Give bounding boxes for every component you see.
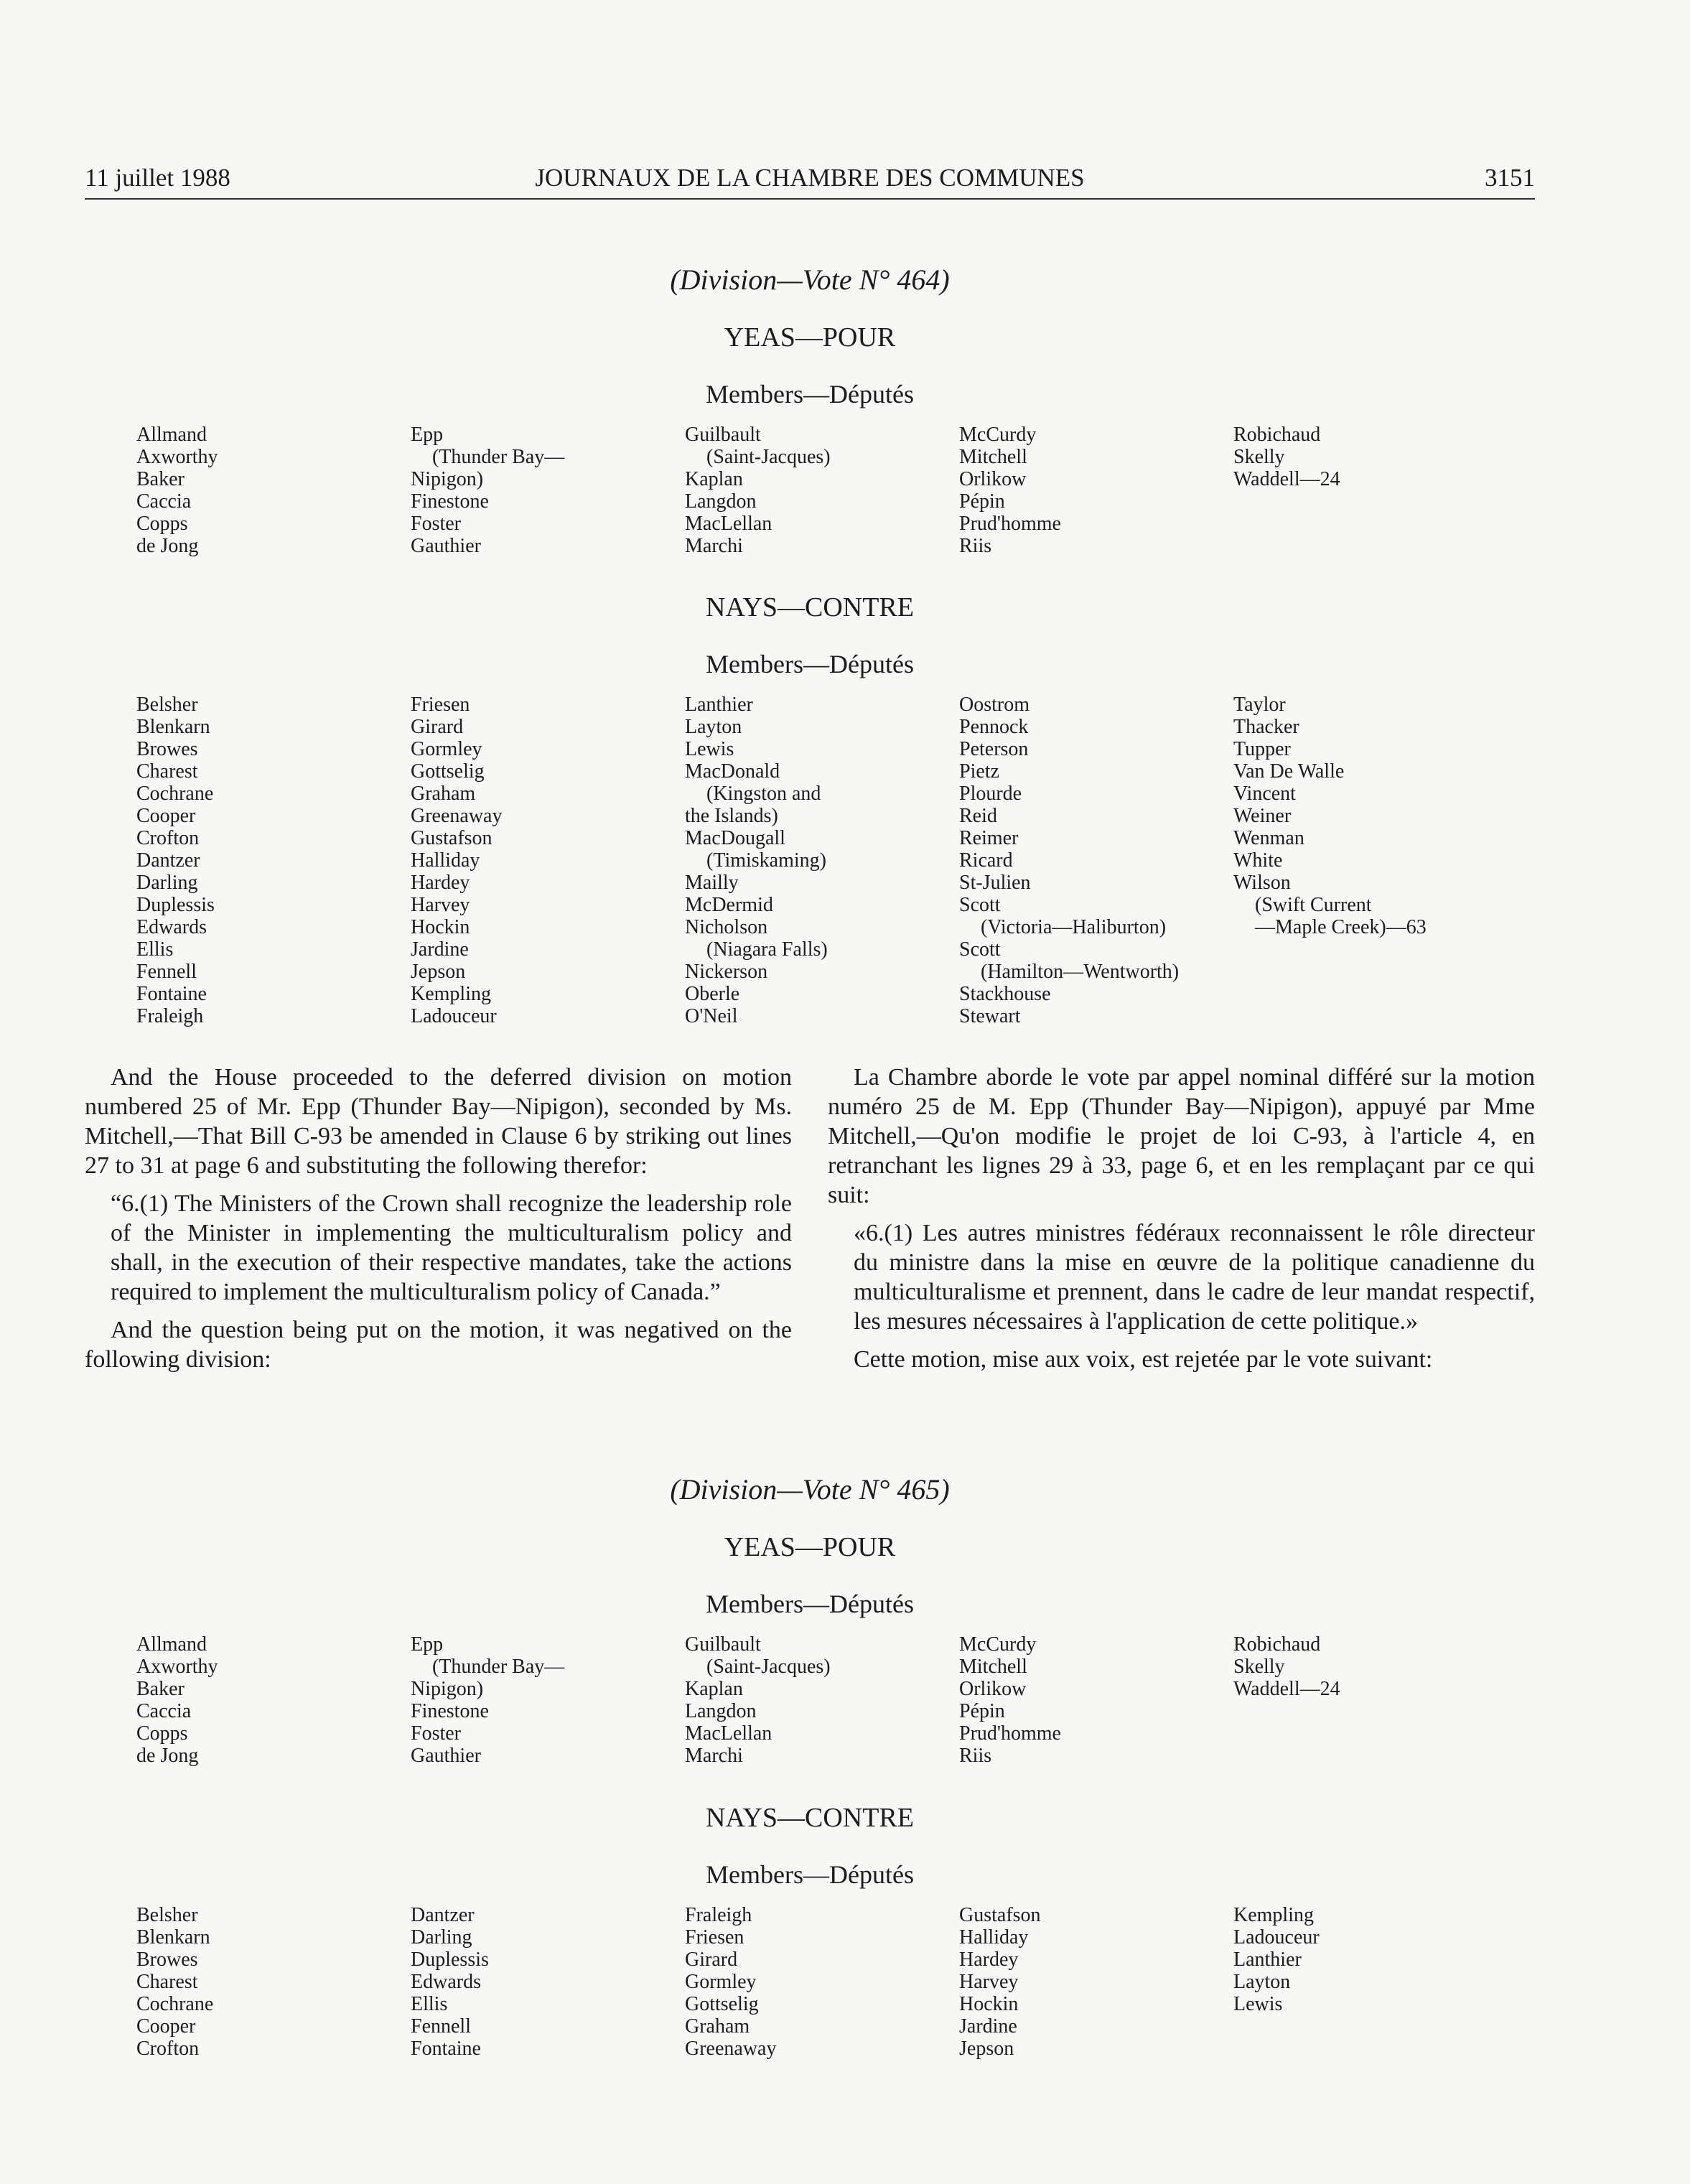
member-name: Greenaway	[411, 805, 503, 827]
member-name: Scott	[959, 894, 1001, 916]
member-column	[1233, 1633, 1499, 1700]
member-column	[411, 1633, 676, 1767]
member-name: Browes	[136, 738, 198, 760]
member-name: Ladouceur	[1233, 1926, 1320, 1949]
member-name: Marchi	[685, 1745, 743, 1767]
member-name: Marchi	[685, 535, 743, 557]
member-name: (Hamilton—Wentworth)	[981, 961, 1180, 983]
member-name: Jardine	[959, 2015, 1017, 2038]
member-name: Reid	[959, 805, 997, 827]
member-name: Greenaway	[685, 2038, 777, 2060]
english-column	[85, 1063, 792, 1383]
member-name: Gustafson	[959, 1904, 1041, 1926]
member-name: Fraleigh	[136, 1005, 204, 1027]
division-464-nays-title: NAYS—CONTRE	[706, 592, 914, 622]
division-464-nays-members-title: Members—Députés	[706, 650, 914, 678]
member-name: Oostrom	[959, 694, 1030, 716]
member-name: Browes	[136, 1949, 198, 1971]
member-name: Nickerson	[685, 961, 768, 983]
member-name: Halliday	[959, 1926, 1029, 1949]
member-name: Ricard	[959, 849, 1013, 872]
member-name: Foster	[411, 513, 461, 535]
member-name: Orlikow	[959, 468, 1027, 490]
member-name: McCurdy	[959, 424, 1037, 446]
member-name: Gauthier	[411, 1745, 481, 1767]
division-465-yeas-list	[136, 1633, 1515, 1770]
member-name: Charest	[136, 760, 198, 783]
member-name: (Saint-Jacques)	[706, 1656, 831, 1678]
member-name: Charest	[136, 1971, 198, 1993]
member-name: (Kingston and	[706, 783, 821, 805]
member-name: Harvey	[959, 1971, 1019, 1993]
member-name: Nicholson	[685, 916, 768, 938]
member-name: Belsher	[136, 694, 198, 716]
member-name: Mitchell	[959, 446, 1027, 468]
member-name: Mailly	[685, 872, 739, 894]
division-465-nays-title: NAYS—CONTRE	[706, 1803, 914, 1833]
member-column	[685, 1633, 951, 1767]
member-name: Robichaud	[1233, 424, 1321, 446]
member-name: Layton	[1233, 1971, 1291, 1993]
member-name: Nipigon)	[411, 1678, 484, 1700]
member-name: Pietz	[959, 760, 999, 783]
member-name: Finestone	[411, 490, 489, 513]
member-column	[685, 424, 951, 557]
member-name: Graham	[685, 2015, 750, 2038]
french-quote: «6.(1) Les autres ministres fédéraux reconnaissent le rôle directeur du ministre dans la mise en œuvre de la politique canadienne du multiculturalisme et prennent, dans le cadre de leur mandat respectif, les mesures nécessaires à l'application de cette politique.»	[854, 1220, 1535, 1335]
member-name: Edwards	[136, 916, 207, 938]
member-name: Prud'homme	[959, 513, 1061, 535]
member-name: Nipigon)	[411, 468, 484, 490]
member-name: Kempling	[411, 983, 491, 1005]
member-column	[136, 424, 402, 557]
division-464-yeas-title: YEAS—POUR	[724, 322, 896, 353]
member-name: Pépin	[959, 1700, 1005, 1722]
page-header	[85, 162, 1535, 200]
member-name: Fontaine	[411, 2038, 481, 2060]
member-name: MacDonald	[685, 760, 780, 783]
member-name: Friesen	[411, 694, 470, 716]
member-name: Allmand	[136, 424, 207, 446]
member-name: Lewis	[1233, 1993, 1283, 2015]
member-name: Langdon	[685, 1700, 757, 1722]
member-name: Oberle	[685, 983, 740, 1005]
member-name: Vincent	[1233, 783, 1296, 805]
french-paragraph-1: La Chambre aborde le vote par appel nominal différé sur la motion numéro 25 de M. Epp (Thunder Bay—Nipigon), appuyé par Mme Mitchell,—Qu'on modifie le projet de loi C-93, à l'article 4, en retranchant les lignes 29 à 33, page 6, et en les remplaçant par ce qui suit:	[828, 1064, 1535, 1208]
division-464-yeas-members-title: Members—Députés	[706, 380, 914, 409]
member-name: Kaplan	[685, 468, 743, 490]
member-column	[959, 1904, 1225, 2060]
member-name: Tupper	[1233, 738, 1291, 760]
member-name: Belsher	[136, 1904, 198, 1926]
member-name: Kempling	[1233, 1904, 1314, 1926]
member-name: Dantzer	[411, 1904, 475, 1926]
member-name: Wilson	[1233, 872, 1291, 894]
member-name: Thacker	[1233, 716, 1299, 738]
member-name: Jardine	[411, 938, 469, 961]
division-465-nays-list	[136, 1904, 1515, 2069]
member-name: Waddell—24	[1233, 468, 1340, 490]
english-quote: “6.(1) The Ministers of the Crown shall recognize the leadership role of the Minister in implementing the multiculturalism policy and shall, in the execution of their respective mandates, take the actions required to implement the multiculturalism policy of Canada.”	[111, 1190, 792, 1305]
member-name: —Maple Creek)—63	[1255, 916, 1427, 938]
member-column	[959, 1633, 1225, 1767]
member-name: Cooper	[136, 2015, 196, 2038]
member-name: (Thunder Bay—	[432, 446, 565, 468]
member-name: (Thunder Bay—	[432, 1656, 565, 1678]
member-name: Peterson	[959, 738, 1029, 760]
member-name: Baker	[136, 1678, 185, 1700]
member-name: Edwards	[411, 1971, 481, 1993]
member-name: Gottselig	[685, 1993, 759, 2015]
member-name: de Jong	[136, 1745, 199, 1767]
division-464-yeas-list	[136, 424, 1515, 560]
member-name: Halliday	[411, 849, 480, 872]
member-name: Blenkarn	[136, 716, 210, 738]
member-name: St-Julien	[959, 872, 1031, 894]
member-name: Baker	[136, 468, 185, 490]
english-paragraph-2: And the question being put on the motion, it was negatived on the following division:	[85, 1317, 792, 1373]
member-name: Friesen	[685, 1926, 744, 1949]
member-name: Epp	[411, 424, 444, 446]
member-name: MacLellan	[685, 1722, 772, 1745]
member-name: Ladouceur	[411, 1005, 497, 1027]
member-name: Lanthier	[1233, 1949, 1302, 1971]
member-name: Skelly	[1233, 446, 1285, 468]
member-name: Orlikow	[959, 1678, 1027, 1700]
member-name: Harvey	[411, 894, 470, 916]
member-column	[1233, 1904, 1499, 2015]
member-name: Scott	[959, 938, 1001, 961]
member-name: O'Neil	[685, 1005, 738, 1027]
member-column	[685, 694, 951, 1027]
header-date: 11 juillet 1988	[85, 164, 230, 192]
french-paragraph-2: Cette motion, mise aux voix, est rejetée par le vote suivant:	[854, 1346, 1433, 1373]
division-465-yeas-title: YEAS—POUR	[724, 1532, 896, 1562]
member-name: Prud'homme	[959, 1722, 1061, 1745]
member-name: Gormley	[411, 738, 482, 760]
member-name: Pépin	[959, 490, 1005, 513]
member-name: Skelly	[1233, 1656, 1285, 1678]
member-name: Gormley	[685, 1971, 757, 1993]
member-name: Darling	[411, 1926, 472, 1949]
page-number: 3151	[1485, 164, 1535, 192]
member-column	[411, 694, 676, 1027]
member-name: MacLellan	[685, 513, 772, 535]
member-name: (Timiskaming)	[706, 849, 826, 872]
member-name: Guilbault	[685, 1633, 761, 1656]
member-name: Gustafson	[411, 827, 492, 849]
member-name: Hardey	[959, 1949, 1019, 1971]
french-column	[828, 1063, 1535, 1383]
member-name: Mitchell	[959, 1656, 1027, 1678]
member-name: Riis	[959, 535, 992, 557]
member-name: de Jong	[136, 535, 199, 557]
member-name: McDermid	[685, 894, 773, 916]
member-name: Girard	[685, 1949, 738, 1971]
division-465-yeas-members-title: Members—Députés	[706, 1590, 914, 1618]
member-name: (Swift Current	[1255, 894, 1372, 916]
member-name: Hockin	[411, 916, 470, 938]
member-column	[136, 1633, 402, 1767]
member-name: Guilbault	[685, 424, 761, 446]
member-name: Copps	[136, 1722, 188, 1745]
division-465-title: (Division—Vote N° 465)	[670, 1473, 950, 1506]
member-name: Langdon	[685, 490, 757, 513]
division-464-title: (Division—Vote N° 464)	[670, 263, 950, 296]
member-name: Waddell—24	[1233, 1678, 1340, 1700]
member-column	[136, 694, 402, 1027]
division-464-nays-list	[136, 694, 1515, 1031]
header-title: JOURNAUX DE LA CHAMBRE DES COMMUNES	[535, 164, 1085, 192]
member-name: Taylor	[1233, 694, 1286, 716]
member-column	[959, 424, 1225, 557]
member-name: Reimer	[959, 827, 1019, 849]
member-name: Van De Walle	[1233, 760, 1345, 783]
member-name: Crofton	[136, 827, 200, 849]
member-name: Cochrane	[136, 783, 214, 805]
member-name: Fontaine	[136, 983, 207, 1005]
member-column	[411, 1904, 676, 2060]
member-name: Fennell	[411, 2015, 471, 2038]
member-name: Foster	[411, 1722, 461, 1745]
member-name: (Saint-Jacques)	[706, 446, 831, 468]
member-name: Gottselig	[411, 760, 485, 783]
member-name: MacDougall	[685, 827, 785, 849]
member-name: Kaplan	[685, 1678, 743, 1700]
member-name: Gauthier	[411, 535, 481, 557]
member-name: McCurdy	[959, 1633, 1037, 1656]
member-name: (Victoria—Haliburton)	[981, 916, 1167, 938]
member-name: Layton	[685, 716, 742, 738]
member-name: Hockin	[959, 1993, 1019, 2015]
member-name: Fraleigh	[685, 1904, 752, 1926]
division-465-nays-members-title: Members—Députés	[706, 1860, 914, 1889]
member-name: Axworthy	[136, 446, 218, 468]
member-column	[1233, 694, 1499, 938]
member-name: Copps	[136, 513, 188, 535]
member-name: Duplessis	[411, 1949, 489, 1971]
member-name: Lanthier	[685, 694, 753, 716]
member-name: Axworthy	[136, 1656, 218, 1678]
member-column	[685, 1904, 951, 2060]
member-name: (Niagara Falls)	[706, 938, 828, 961]
member-name: Duplessis	[136, 894, 215, 916]
member-name: Finestone	[411, 1700, 489, 1722]
member-name: Dantzer	[136, 849, 200, 872]
member-name: Pennock	[959, 716, 1029, 738]
member-name: Weiner	[1233, 805, 1292, 827]
member-name: Jepson	[411, 961, 466, 983]
member-column	[1233, 424, 1499, 490]
english-paragraph-1: And the House proceeded to the deferred division on motion numbered 25 of Mr. Epp (Thunder Bay—Nipigon), seconded by Ms. Mitchell,—That Bill C-93 be amended in Clause 6 by striking out lines 27 to 31 at page 6 and substituting the following therefor:	[85, 1064, 792, 1179]
member-name: Girard	[411, 716, 464, 738]
member-name: Cooper	[136, 805, 196, 827]
member-name: Plourde	[959, 783, 1022, 805]
member-name: Wenman	[1233, 827, 1304, 849]
member-name: Stewart	[959, 1005, 1021, 1027]
member-name: White	[1233, 849, 1283, 872]
member-name: Ellis	[411, 1993, 448, 2015]
member-name: the Islands)	[685, 805, 778, 827]
member-name: Darling	[136, 872, 198, 894]
member-name: Hardey	[411, 872, 470, 894]
member-name: Blenkarn	[136, 1926, 210, 1949]
member-column	[959, 694, 1225, 1027]
member-name: Ellis	[136, 938, 174, 961]
member-name: Fennell	[136, 961, 197, 983]
member-name: Caccia	[136, 490, 192, 513]
member-name: Allmand	[136, 1633, 207, 1656]
member-name: Graham	[411, 783, 476, 805]
member-column	[411, 424, 676, 557]
member-name: Caccia	[136, 1700, 192, 1722]
member-name: Jepson	[959, 2038, 1014, 2060]
member-name: Robichaud	[1233, 1633, 1321, 1656]
member-name: Cochrane	[136, 1993, 214, 2015]
member-name: Crofton	[136, 2038, 200, 2060]
member-name: Epp	[411, 1633, 444, 1656]
member-name: Riis	[959, 1745, 992, 1767]
member-name: Stackhouse	[959, 983, 1051, 1005]
member-column	[136, 1904, 402, 2060]
member-name: Lewis	[685, 738, 734, 760]
